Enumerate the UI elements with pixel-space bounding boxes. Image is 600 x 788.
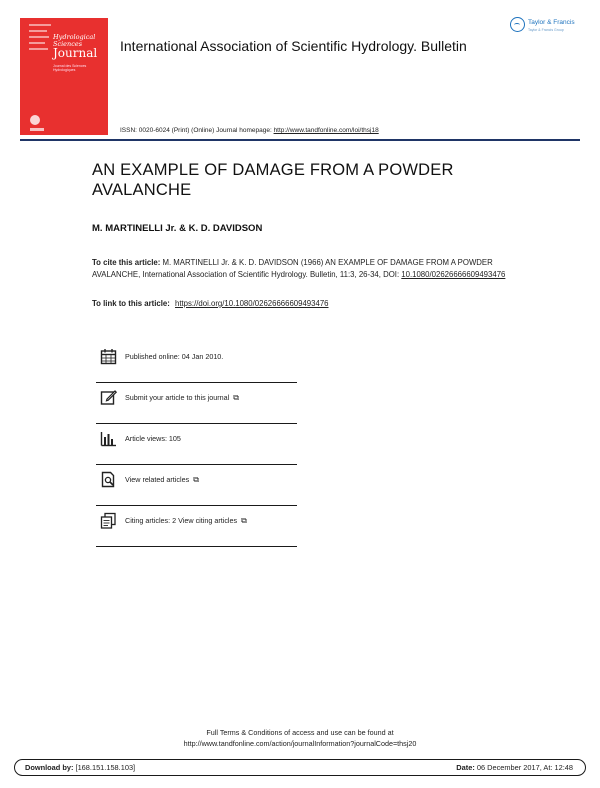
related-articles-link[interactable] — [125, 475, 199, 485]
terms-note — [100, 727, 500, 749]
citing-articles-item[interactable] — [96, 506, 297, 547]
article-authors: M. MARTINELLI Jr. & K. D. DAVIDSON — [92, 223, 263, 234]
published-date: Published online: 04 Jan 2010. — [125, 352, 224, 361]
calendar-icon — [100, 348, 117, 365]
journal-homepage-link[interactable]: http://www.tandfonline.com/loi/thsj18 — [273, 127, 379, 134]
download-by-label: Download by: — [25, 763, 74, 772]
article-info-list — [96, 342, 297, 547]
submit-article-item[interactable] — [96, 383, 297, 424]
cover-journal-title — [53, 34, 105, 59]
doi-link[interactable]: 10.1080/02626666609493476 — [401, 270, 506, 279]
related-articles-item[interactable] — [96, 465, 297, 506]
download-by — [25, 763, 135, 772]
external-link-icon: ⧉ — [241, 516, 247, 525]
header-divider — [20, 139, 580, 141]
journal-title: International Association of Scientific Hydrology. Bulletin — [120, 38, 467, 54]
search-doc-icon — [100, 471, 117, 488]
citing-articles-label: Citing articles: 2 View citing articles — [125, 516, 238, 525]
submit-article-link[interactable] — [125, 393, 239, 403]
citing-articles-link[interactable] — [125, 516, 247, 526]
cover-decoration — [29, 36, 49, 38]
cover-decoration — [29, 24, 51, 26]
publisher-name: Taylor & Francis — [528, 19, 575, 26]
link-label: To link to this article: — [92, 299, 170, 308]
submit-article-label: Submit your article to this journal — [125, 393, 230, 402]
cite-text: M. MARTINELLI Jr. & K. D. DAVIDSON (1966) AN EXAMPLE OF DAMAGE FROM A POWDER AVALANCHE, International Association of Scientific Hydrology. Bulletin, 11:3, 26-34, DOI: — [92, 258, 493, 279]
cover-decoration — [29, 42, 45, 44]
article-views-item — [96, 424, 297, 465]
issn-text: ISSN: 0020-6024 (Print) (Online) Journal homepage: — [120, 127, 272, 134]
article-views: Article views: 105 — [125, 434, 181, 443]
publisher-logo-icon — [510, 17, 525, 32]
cover-logo-bar — [30, 128, 44, 131]
cover-decoration — [29, 30, 47, 32]
download-date — [456, 763, 573, 772]
published-item — [96, 342, 297, 383]
terms-link[interactable]: http://www.tandfonline.com/action/journalInformation?journalCode=thsj20 — [183, 739, 417, 748]
citation-block — [92, 257, 532, 281]
cover-journal-small: Hydrological Sciences — [53, 33, 96, 48]
publisher-logo — [510, 17, 582, 39]
issn-line — [120, 127, 379, 134]
edit-icon — [100, 389, 117, 406]
publisher-tagline: Taylor & Francis Group — [528, 28, 564, 32]
download-date-value: 06 December 2017, At: 12:48 — [476, 763, 573, 772]
cover-journal-big: Journal — [53, 46, 98, 60]
link-line — [92, 299, 329, 308]
cover-journal-sub: Journal des Sciences Hydrologiques — [53, 64, 87, 72]
bar-chart-icon — [100, 430, 117, 447]
external-link-icon: ⧉ — [233, 393, 239, 402]
related-articles-label: View related articles — [125, 475, 190, 484]
download-by-value: [168.151.158.103] — [75, 763, 136, 772]
download-date-label: Date: — [456, 763, 475, 772]
cite-label: To cite this article: — [92, 258, 161, 267]
journal-cover — [20, 18, 108, 135]
cover-decoration — [29, 48, 48, 50]
terms-line-1: Full Terms & Conditions of access and use can be found at — [206, 728, 394, 737]
article-link[interactable]: https://doi.org/10.1080/02626666609493476 — [175, 299, 329, 308]
article-title: AN EXAMPLE OF DAMAGE FROM A POWDER AVALANCHE — [92, 161, 454, 199]
citing-docs-icon — [100, 512, 117, 529]
download-info-bar — [14, 759, 586, 776]
cover-publisher-logo — [30, 115, 40, 125]
external-link-icon: ⧉ — [193, 475, 199, 484]
